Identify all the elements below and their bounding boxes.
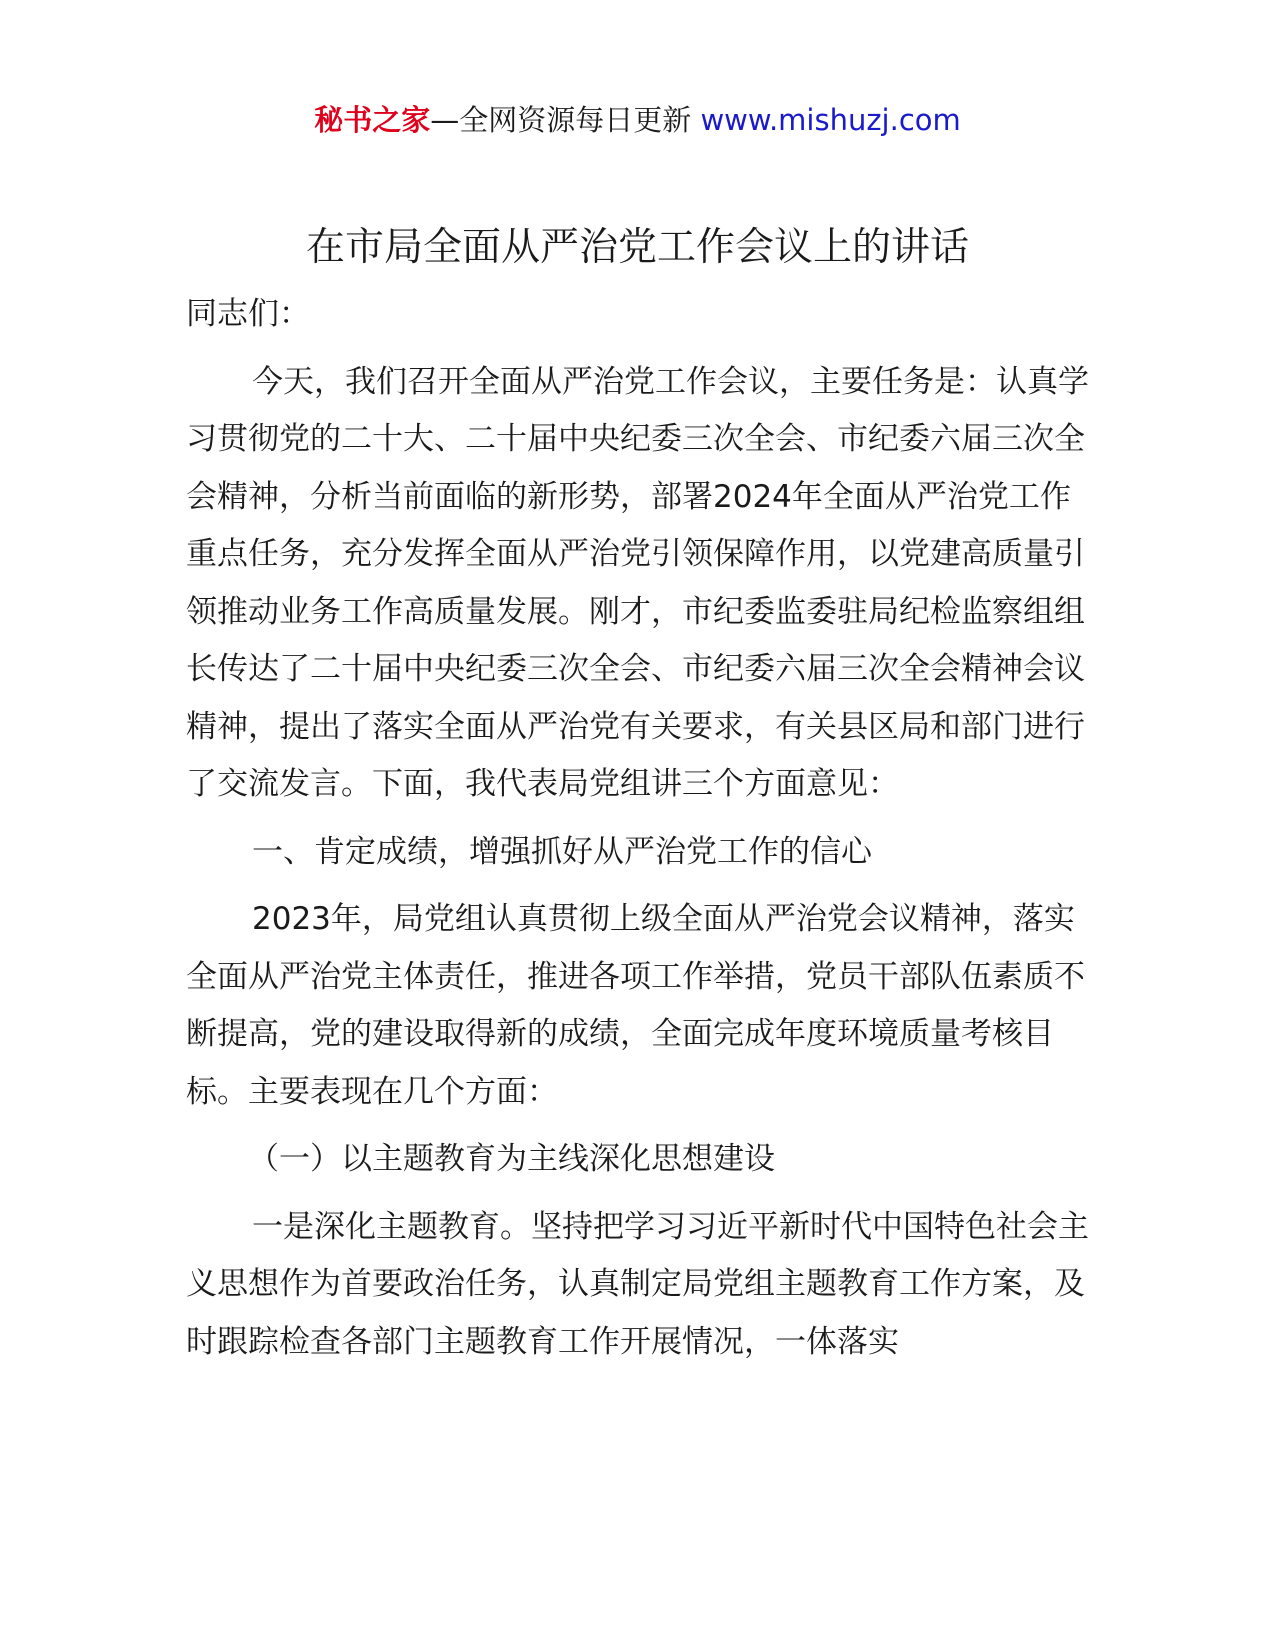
site-header-banner (0, 100, 1275, 140)
site-tagline: —全网资源每日更新 (430, 103, 701, 137)
site-brand-name: 秘书之家 (314, 103, 431, 137)
section-1-paragraph: 2023年，局党组认真贯彻上级全面从严治党会议精神，落实全面从严治党主体责任，推进各项工作举措，党员干部队伍素质不断提高，党的建设取得新的成绩，全面完成年度环境质量考核目标。主要表现在几个方面： (186, 901, 1085, 1110)
site-url-link[interactable]: www.mishuzj.com (700, 103, 961, 137)
intro-paragraph: 今天，我们召开全面从严治党工作会议，主要任务是：认真学习贯彻党的二十大、二十届中央纪委三次全会、市纪委六届三次全会精神，分析当前面临的新形势，部署2024年全面从严治党工作重点任务，充分发挥全面从严治党引领保障作用，以党建高质量引领推动业务工作高质量发展。刚才，市纪委监委驻局纪检监察组组长传达了二十届中央纪委三次全会、市纪委六届三次全会精神会议精神，提出了落实全面从严治党有关要求，有关县区局和部门进行了交流发言。下面，我代表局党组讲三个方面意见： (186, 363, 1089, 802)
document-title: 在市局全面从严治党工作会议上的讲话 (305, 225, 969, 270)
subsection-heading-1: （一）以主题教育为主线深化思想建设 (248, 1141, 775, 1177)
salutation: 同志们： (186, 296, 310, 332)
document-body (186, 286, 1098, 1381)
section-heading-1: 一、肯定成绩，增强抓好从严治党工作的信心 (252, 833, 872, 870)
subsection-1-paragraph: 一是深化主题教育。坚持把学习习近平新时代中国特色社会主义思想作为首要政治任务，认真制定局党组主题教育工作方案，及时跟踪检查各部门主题教育工作开展情况，一体落实 (186, 1208, 1089, 1360)
